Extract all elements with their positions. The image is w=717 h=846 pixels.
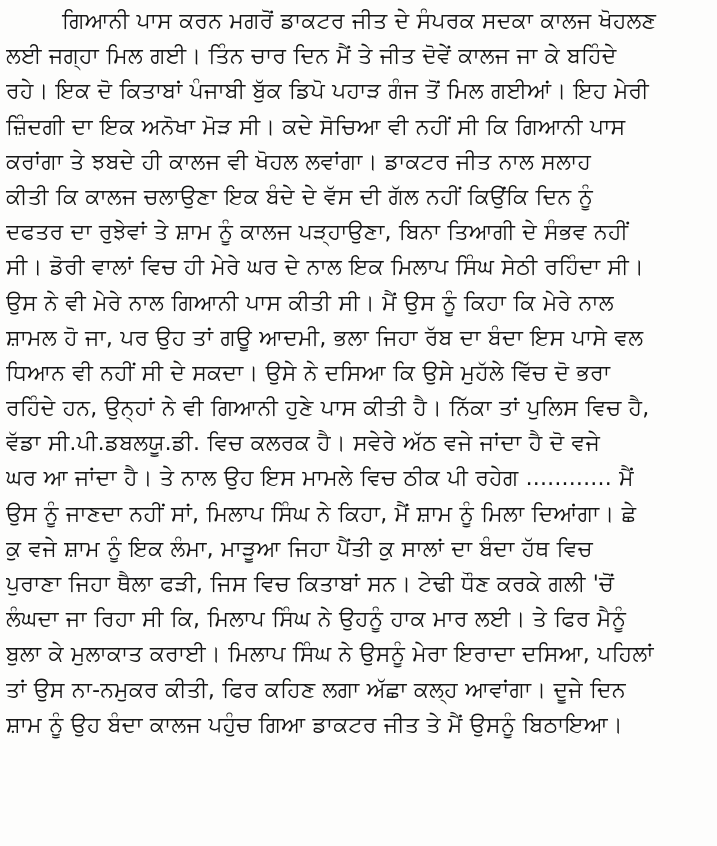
paragraph-line: ਸ਼ਾਮ ਨੂੰ ਉਹ ਬੰਦਾ ਕਾਲਜ ਪਹੁੰਚ ਗਿਆ ਡਾਕਟਰ ਜੀਤ ਤੇ ਮੈਂ ਉਸਨੂੰ ਬਿਠਾਇਆ। (6, 712, 623, 738)
paragraph-line: ਸੀ। ਡੋਰੀ ਵਾਲਾਂ ਵਿਚ ਹੀ ਮੇਰੇ ਘਰ ਦੇ ਨਾਲ ਇਕ ਮਿਲਾਪ ਸਿੰਘ ਸੇਠੀ ਰਹਿੰਦਾ ਸੀ। (6, 255, 645, 281)
paragraph-line: ਵੱਡਾ ਸੀ.ਪੀ.ਡਬਲਯੂ.ਡੀ. ਵਿਚ ਕਲਰਕ ਹੈ। ਸਵੇਰੇ ਅੱਠ ਵਜੇ ਜਾਂਦਾ ਹੈ ਦੋ ਵਜੇ (6, 431, 601, 457)
paragraph-line: ਕਰਾਂਗਾ ਤੇ ਝਬਦੇ ਹੀ ਕਾਲਜ ਵੀ ਖੋਹਲ ਲਵਾਂਗਾ। ਡਾਕਟਰ ਜੀਤ ਨਾਲ ਸਲਾਹ (6, 149, 592, 175)
paragraph-line: ਸ਼ਾਮਲ ਹੋ ਜਾ, ਪਰ ਉਹ ਤਾਂ ਗਊ ਆਦਮੀ, ਭਲਾ ਜਿਹਾ ਰੱਬ ਦਾ ਬੰਦਾ ਇਸ ਪਾਸੇ ਵਲ (6, 325, 644, 351)
punjabi-paragraph (6, 4, 712, 743)
paragraph-line: ਲੰਘਦਾ ਜਾ ਰਿਹਾ ਸੀ ਕਿ, ਮਿਲਾਪ ਸਿੰਘ ਨੇ ਉਹਨੂੰ ਹਾਕ ਮਾਰ ਲਈ। ਤੇ ਫਿਰ ਮੈਨੂੰ (6, 607, 627, 633)
paragraph-line: ਜ਼ਿੰਦਗੀ ਦਾ ਇਕ ਅਨੋਖਾ ਮੋੜ ਸੀ। ਕਦੇ ਸੋਚਿਆ ਵੀ ਨਹੀਂ ਸੀ ਕਿ ਗਿਆਨੀ ਪਾਸ (6, 114, 626, 140)
paragraph-line: ਉਸ ਨੂੰ ਜਾਣਦਾ ਨਹੀਂ ਸਾਂ, ਮਿਲਾਪ ਸਿੰਘ ਨੇ ਕਿਹਾ, ਮੈਂ ਸ਼ਾਮ ਨੂੰ ਮਿਲਾ ਦਿਆਂਗਾ। ਛੇ (6, 501, 637, 527)
paragraph-line: ਪੁਰਾਣਾ ਜਿਹਾ ਥੈਲਾ ਫੜੀ, ਜਿਸ ਵਿਚ ਕਿਤਾਬਾਂ ਸਨ। ਟੇਢੀ ਧੌਣ ਕਰਕੇ ਗਲੀ 'ਚੋਂ (6, 572, 614, 597)
paragraph-line: ਕੀਤੀ ਕਿ ਕਾਲਜ ਚਲਾਉਣਾ ਇਕ ਬੰਦੇ ਦੇ ਵੱਸ ਦੀ ਗੱਲ ਨਹੀਂ ਕਿਉਂਕਿ ਦਿਨ ਨੂੰ (6, 184, 594, 210)
paragraph-line: ਤਾਂ ਉਸ ਨਾ-ਨਮੁਕਰ ਕੀਤੀ, ਫਿਰ ਕਹਿਣ ਲਗਾ ਅੱਛਾ ਕਲ੍ਹ ਆਵਾਂਗਾ। ਦੂਜੇ ਦਿਨ (6, 677, 626, 703)
paragraph-line: ਬੁਲਾ ਕੇ ਮੁਲਾਕਾਤ ਕਰਾਈ। ਮਿਲਾਪ ਸਿੰਘ ਨੇ ਉਸਨੂੰ ਮੇਰਾ ਇਰਾਦਾ ਦਸਿਆ, ਪਹਿਲਾਂ (6, 642, 654, 668)
paragraph-line: ਕੁ ਵਜੇ ਸ਼ਾਮ ਨੂੰ ਇਕ ਲੰਮਾ, ਮਾੜੂਆ ਜਿਹਾ ਪੈਂਤੀ ਕੁ ਸਾਲਾਂ ਦਾ ਬੰਦਾ ਹੱਥ ਵਿਚ (6, 536, 593, 562)
paragraph-line: ਉਸ ਨੇ ਵੀ ਮੇਰੇ ਨਾਲ ਗਿਆਨੀ ਪਾਸ ਕੀਤੀ ਸੀ। ਮੈਂ ਉਸ ਨੂੰ ਕਿਹਾ ਕਿ ਮੇਰੇ ਨਾਲ (6, 290, 614, 316)
paragraph-line: ਗਿਆਨੀ ਪਾਸ ਕਰਨ ਮਗਰੋਂ ਡਾਕਟਰ ਜੀਤ ਦੇ ਸੰਪਰਕ ਸਦਕਾ ਕਾਲਜ ਖੋਹਲਣ (62, 9, 657, 34)
paragraph-line: ਦਫਤਰ ਦਾ ਰੁਝੇਵਾਂ ਤੇ ਸ਼ਾਮ ਨੂੰ ਕਾਲਜ ਪੜ੍ਹਾਉਣਾ, ਬਿਨਾ ਤਿਆਗੀ ਦੇ ਸੰਭਵ ਨਹੀਂ (6, 220, 629, 246)
paragraph-line: ਰਹਿੰਦੇ ਹਨ, ਉਨ੍ਹਾਂ ਨੇ ਵੀ ਗਿਆਨੀ ਹੁਣੇ ਪਾਸ ਕੀਤੀ ਹੈ। ਨਿੱਕਾ ਤਾਂ ਪੁਲਿਸ ਵਿਚ ਹੈ, (6, 396, 650, 422)
paragraph-line: ਧਿਆਨ ਵੀ ਨਹੀਂ ਸੀ ਦੇ ਸਕਦਾ। ਉਸੇ ਨੇ ਦਸਿਆ ਕਿ ਉਸੇ ਮੁਹੱਲੇ ਵਿੱਚ ਦੋ ਭਰਾ (6, 360, 611, 386)
paragraph-line: ਘਰ ਆ ਜਾਂਦਾ ਹੈ। ਤੇ ਨਾਲ ਉਹ ਇਸ ਮਾਮਲੇ ਵਿਚ ਠੀਕ ਪੀ ਰਹੇਗ ............ ਮੈਂ (6, 466, 634, 492)
paragraph-line: ਰਹੇ। ਇਕ ਦੋ ਕਿਤਾਬਾਂ ਪੰਜਾਬੀ ਬੁੱਕ ਡਿਪੋ ਪਹਾੜ ਗੰਜ ਤੋਂ ਮਿਲ ਗਈਆਂ। ਇਹ ਮੇਰੀ (6, 79, 649, 105)
paragraph-line: ਲਈ ਜਗ੍ਹਾ ਮਿਲ ਗਈ। ਤਿੰਨ ਚਾਰ ਦਿਨ ਮੈਂ ਤੇ ਜੀਤ ਦੋਵੇਂ ਕਾਲਜ ਜਾ ਕੇ ਬਹਿੰਦੇ (6, 44, 617, 70)
